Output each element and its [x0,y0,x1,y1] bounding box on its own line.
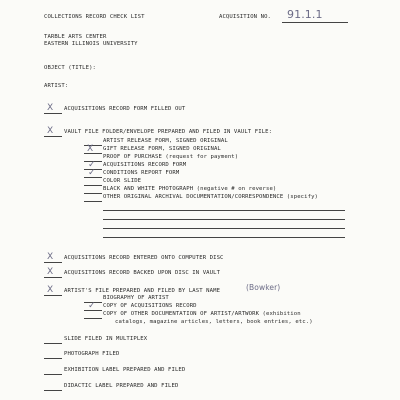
artist-last-name-note: (Bowker) [246,283,281,292]
checkbox-line-acq-form[interactable] [44,113,62,114]
item-computer-disc: ACQUISITIONS RECORD ENTERED ONTO COMPUTER DISC [64,255,224,261]
artist-sub-item: COPY OF ACQUISITIONS RECORD [103,303,197,309]
x-mark: X [47,126,54,136]
vault-sub-item: CONDITIONS REPORT FORM [103,170,180,176]
x-mark: X [47,252,54,262]
org-university: EASTERN ILLINOIS UNIVERSITY [44,41,138,47]
check-mark-icon: ✓ [88,301,96,311]
check-mark-icon: ✓ [88,168,96,178]
x-mark: X [47,103,54,113]
x-mark: X [87,144,94,154]
vault-sub-item: GIFT RELEASE FORM, SIGNED ORIGINAL [103,146,221,152]
item-vault-file: VAULT FILE FOLDER/ENVELOPE PREPARED AND FILED IN VAULT FILE: [64,129,273,135]
acquisition-number-label: ACQUISITION NO. [219,14,272,20]
checkbox-line-artist-sub[interactable] [84,318,102,319]
item-photo-filed: PHOTOGRAPH FILED [64,351,120,357]
artist-sub-item-continued: catalogs, magazine articles, letters, book entries, etc.) [115,319,313,325]
acquisition-number-value: 91.1.1 [287,8,323,21]
checkbox-line-slide[interactable] [44,343,62,344]
checkbox-line-didactic[interactable] [44,390,62,391]
artist-sub-item: COPY OF OTHER DOCUMENTATION OF ARTIST/ARTWORK (exhibition [103,311,301,317]
item-exhibition-label: EXHIBITION LABEL PREPARED AND FILED [64,367,186,373]
item-artist-file: ARTIST'S FILE PREPARED AND FILED BY LAST NAME [64,288,221,294]
form-title: COLLECTIONS RECORD CHECK LIST [44,14,145,20]
specify-line[interactable] [103,228,345,229]
checkbox-line-backed-up[interactable] [44,277,62,278]
vault-sub-item: ACQUISITIONS RECORD FORM [103,162,187,168]
x-mark: X [47,267,54,277]
org-name: TARBLE ARTS CENTER [44,34,107,40]
artist-label: ARTIST: [44,83,69,89]
check-mark-icon: ✓ [88,160,96,170]
vault-sub-item: PROOF OF PURCHASE (request for payment) [103,154,239,160]
checkbox-line-vault-sub[interactable] [84,201,102,202]
specify-line[interactable] [103,219,345,220]
x-mark: X [47,285,54,295]
specify-line[interactable] [103,237,345,238]
artist-sub-item: BIOGRAPHY OF ARTIST [103,295,169,301]
checkbox-line-exhibition[interactable] [44,374,62,375]
checkbox-line-computer-disc[interactable] [44,262,62,263]
vault-sub-item: OTHER ORIGINAL ARCHIVAL DOCUMENTATION/CORRESPONDENCE (specify) [103,194,318,200]
checkbox-line-vault-sub[interactable] [84,193,102,194]
checkbox-line-photo[interactable] [44,358,62,359]
item-slide-filed: SLIDE FILED IN MULTIPLEX [64,336,148,342]
vault-sub-item: ARTIST RELEASE FORM, SIGNED ORIGINAL [103,138,228,144]
item-didactic-label: DIDACTIC LABEL PREPARED AND FILED [64,383,179,389]
checkbox-line-vault-file[interactable] [44,136,62,137]
specify-line[interactable] [103,210,345,211]
item-acq-form-filled: ACQUISITIONS RECORD FORM FILLED OUT [64,106,186,112]
vault-sub-item: COLOR SLIDE [103,178,142,184]
object-title-label: OBJECT (TITLE): [44,65,97,71]
checkbox-line-vault-sub[interactable] [84,185,102,186]
checkbox-line-artist-file[interactable] [44,295,62,296]
item-backed-up: ACQUISITIONS RECORD BACKED UPON DISC IN VAULT [64,270,221,276]
acquisition-number-line [282,22,348,23]
vault-sub-item: BLACK AND WHITE PHOTOGRAPH (negative # on reverse) [103,186,277,192]
